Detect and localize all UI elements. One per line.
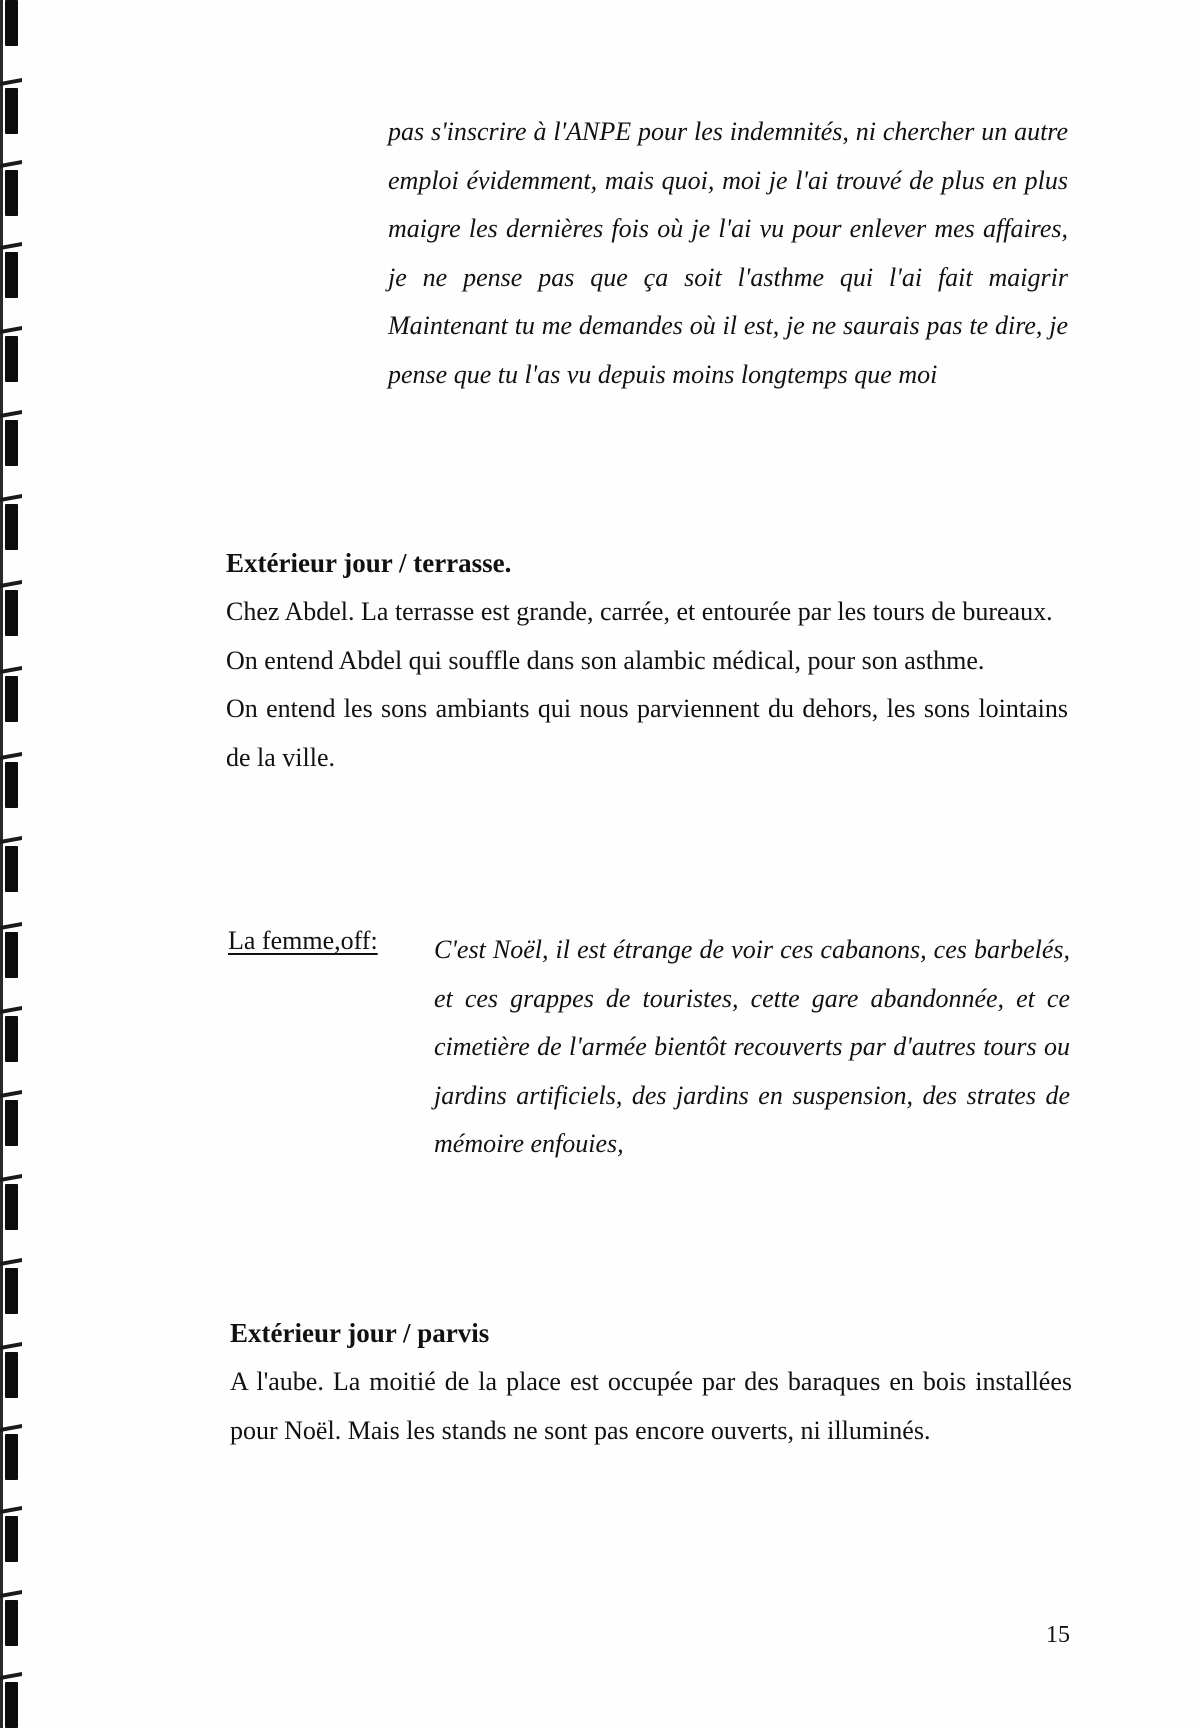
binding-rail (0, 0, 3, 1728)
binding-hole (5, 1100, 18, 1146)
scene-description-terrasse (226, 588, 1068, 782)
binding-hole (5, 676, 18, 722)
binding-hole (5, 846, 18, 892)
binding-hole (5, 1516, 18, 1562)
description-paragraph: On entend Abdel qui souffle dans son alambic médical, pour son asthme. (226, 645, 985, 675)
spiral-binding (0, 0, 28, 1728)
binding-hole (5, 1268, 18, 1314)
binding-hole (5, 504, 18, 550)
description-paragraph: Chez Abdel. La terrasse est grande, carrée, et entourée par les tours de bureaux. (226, 597, 1053, 626)
binding-hole (5, 420, 18, 466)
binding-hole (5, 252, 18, 298)
binding-hole (5, 88, 18, 134)
binding-hole (5, 1352, 18, 1398)
speaker-label: La femme,off: (228, 926, 378, 955)
binding-hole (5, 762, 18, 808)
binding-hole (5, 1016, 18, 1062)
scene-heading-terrasse: Extérieur jour / terrasse. (226, 548, 512, 578)
binding-hole (5, 1600, 18, 1646)
intro-monologue: pas s'inscrire à l'ANPE pour les indemnités, ni chercher un autre emploi évidemment, mais quoi, moi je l'ai trouvé de plus en plus maigre les dernières fois où je l'ai vu pour enlever mes affaires, je ne pense pas que ça soit l'asthme qui l'ai fait maigrir Maintenant tu me demandes où il est, je ne saurais pas te dire, je pense que tu l'as vu depuis moins longtemps que moi (388, 117, 1068, 389)
binding-hole (5, 1682, 18, 1728)
scene-description-parvis (230, 1358, 1072, 1455)
scene-heading-parvis: Extérieur jour / parvis (230, 1318, 490, 1348)
dialogue-text: C'est Noël, il est étrange de voir ces cabanons, ces barbelés, et ces grappes de touristes, cette gare abandonnée, et ce cimetière de l'armée bientôt recouverts par d'autres tours ou jardins artificiels, des jardins en suspension, des strates de mémoire enfouies, (434, 935, 1070, 1158)
binding-hole (5, 932, 18, 978)
page-number: 15 (1046, 1622, 1070, 1648)
description-paragraph: On entend les sons ambiants qui nous parviennent du dehors, les sons lointains de la ville. (226, 694, 1068, 772)
binding-hole (5, 1184, 18, 1230)
description-paragraph: A l'aube. La moitié de la place est occupée par des baraques en bois installées pour Noël. Mais les stands ne sont pas encore ouverts, ni illuminés. (230, 1367, 1072, 1445)
binding-hole (5, 0, 18, 46)
binding-hole (5, 170, 18, 216)
binding-hole (5, 1434, 18, 1480)
binding-hole (5, 590, 18, 636)
binding-hole (5, 336, 18, 382)
